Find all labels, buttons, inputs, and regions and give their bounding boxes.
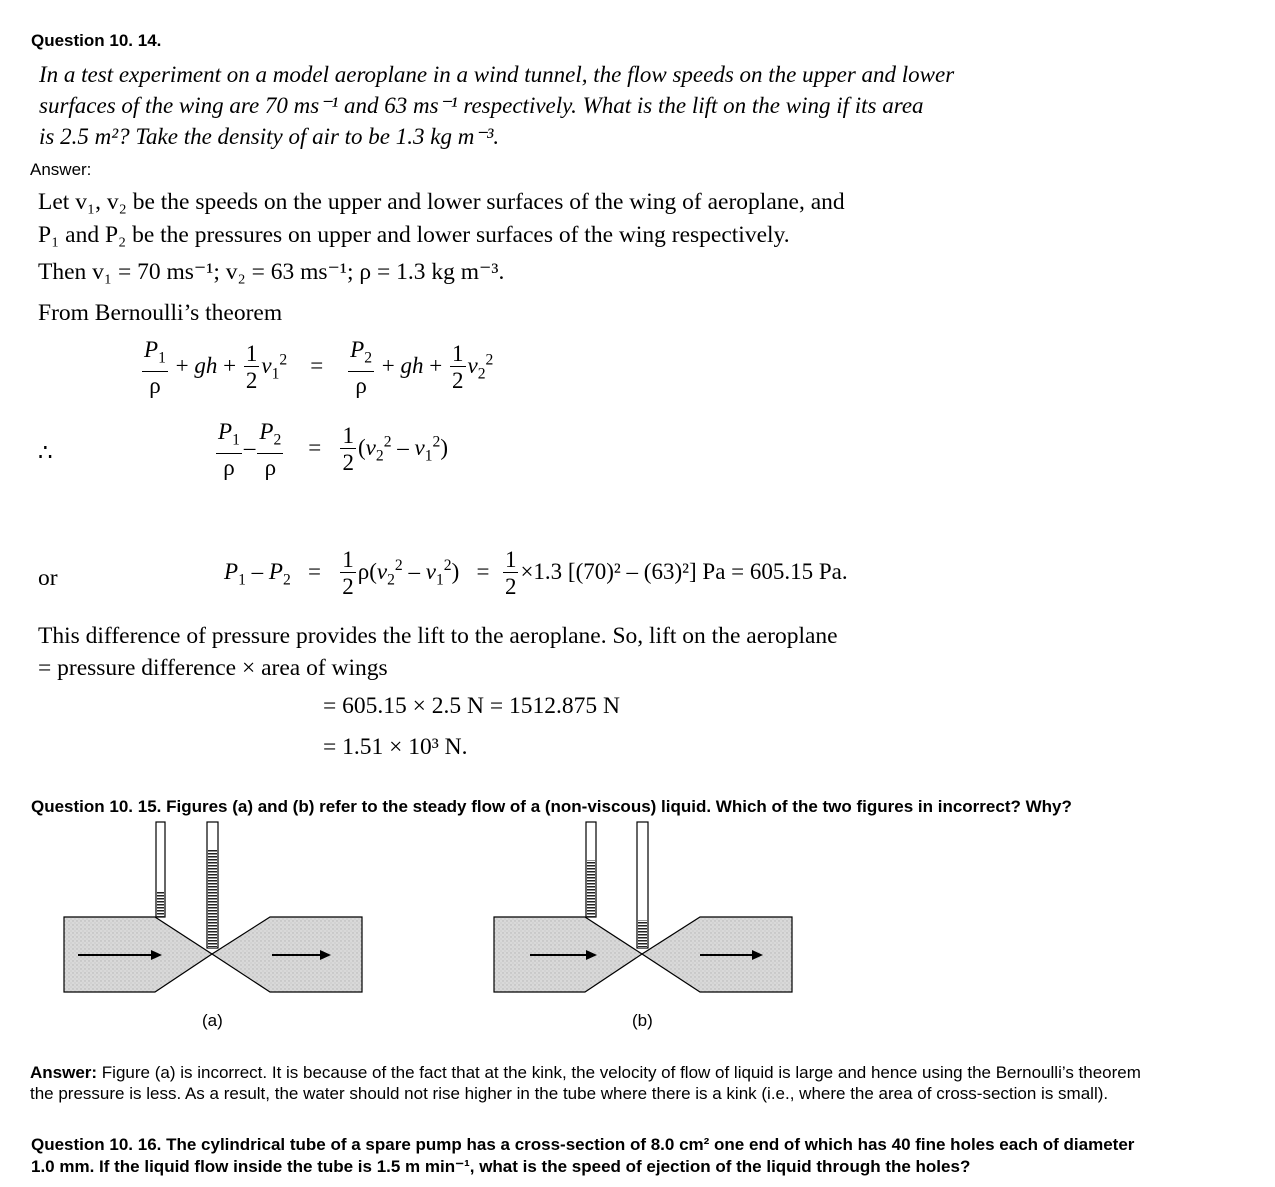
pressure-result-tail: ×1.3 [(70)² – (63)²] Pa = 605.15 Pa.	[520, 558, 848, 584]
figure-b-flow-diagram	[490, 820, 800, 995]
lift-line-1: This difference of pressure provides the lift to the aeroplane. So, lift on the aeroplane	[38, 623, 838, 649]
question-14-text-line-3: is 2.5 m²? Take the density of air to be 1.3 kg m⁻³.	[39, 124, 500, 149]
answer-14-line-4: From Bernoulli’s theorem	[38, 300, 283, 326]
answer-15-text-1: Figure (a) is incorrect. It is because of the fact that at the kink, the velocity of flow of liquid is large and hence using the Bernoulli’s theorem	[97, 1063, 1141, 1082]
pressure-difference-equation: $\frac{P_1}{\rho}$ – $\frac{P_2}{\rho}$ = $\frac{1}{2}$ $(v_2^2 - v_1^2)$	[218, 419, 449, 480]
bernoulli-equation: $\frac{P_1}{\rho}$ + gh + $\frac{1}{2}$ $v_1^2$ = $\frac{P_2}{\rho}$ + gh + $\frac{1}{2}$ $v_2^2$	[144, 337, 494, 398]
answer-14-label: Answer:	[30, 160, 92, 179]
lift-line-2: = pressure difference × area of wings	[38, 655, 388, 681]
figure-a-flow-diagram	[60, 820, 370, 995]
answer-14-line-3: Then v₁ = 70 ms⁻¹; v₂ = 63 ms⁻¹; ρ = 1.3 kg m⁻³.	[38, 259, 505, 285]
question-15-heading: Question 10. 15. Figures (a) and (b) refer to the steady flow of a (non-viscous) liquid. Which of the two figures in incorrect? Why?	[31, 797, 1072, 816]
answer-15-line-1	[30, 1062, 1141, 1084]
answer-14-line-1: Let v₁, v₂ be the speeds on the upper and lower surfaces of the wing of aeroplane, and	[38, 189, 845, 215]
answer-14-line-2: P₁ and P₂ be the pressures on upper and lower surfaces of the wing respectively.	[38, 222, 790, 248]
pressure-result-equation: $P_1 - P_2$ = $\frac{1}{2}$ $\rho(v_2^2 - v_1^2)$ = $\frac{1}{2}$ ×1.3 [(70)² – (63)²] Pa = 605.15 Pa.	[224, 547, 848, 599]
question-14-heading: Question 10. 14.	[31, 31, 162, 50]
question-14-text-line-1: In a test experiment on a model aeroplane in a wind tunnel, the flow speeds on the upper and lower	[39, 62, 955, 87]
question-16-line-2: 1.0 mm. If the liquid flow inside the tube is 1.5 m min⁻¹, what is the speed of ejection of the liquid through the holes?	[31, 1157, 971, 1176]
therefore-symbol: ∴	[38, 440, 53, 465]
figure-b-label: (b)	[632, 1011, 653, 1030]
lift-line-3: = 605.15 × 2.5 N = 1512.875 N	[323, 693, 620, 719]
question-14-text-line-2: surfaces of the wing are 70 ms⁻¹ and 63 ms⁻¹ respectively. What is the lift on the wing if its area	[39, 93, 924, 118]
answer-15-line-2: the pressure is less. As a result, the water should not rise higher in the tube where there is a kink (i.e., where the area of cross-section is small).	[30, 1084, 1109, 1103]
answer-15-label: Answer:	[30, 1063, 98, 1082]
figure-a-label: (a)	[202, 1011, 223, 1030]
lift-line-4: = 1.51 × 10³ N.	[323, 734, 468, 760]
or-label: or	[38, 565, 58, 591]
question-16-line-1: Question 10. 16. The cylindrical tube of a spare pump has a cross-section of 8.0 cm² one end of which has 40 fine holes each of diameter	[31, 1135, 1135, 1154]
